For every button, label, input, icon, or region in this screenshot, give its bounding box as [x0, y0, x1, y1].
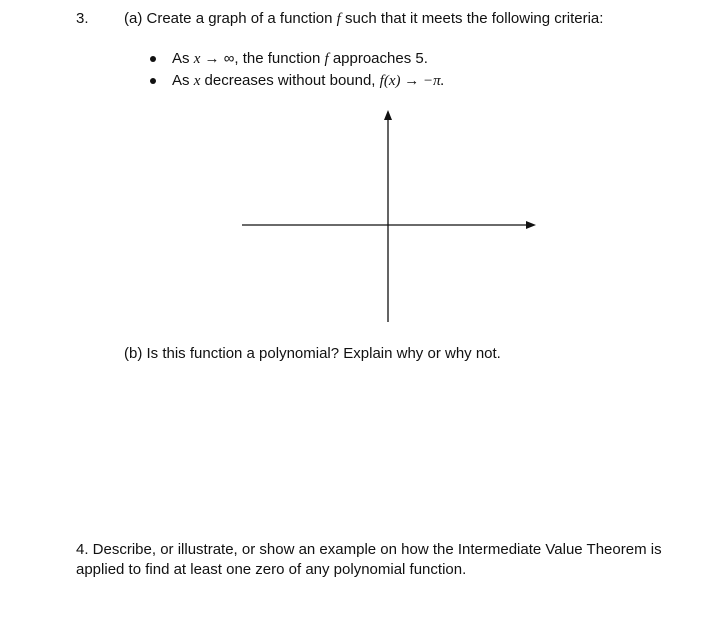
blank-coordinate-axes: [240, 108, 540, 324]
bullet-icon: [150, 56, 156, 62]
prompt-text: (a) Create a graph of a function: [124, 10, 333, 27]
bullet-icon: [150, 78, 156, 84]
question-3b-prompt: (b) Is this function a polynomial? Explain why or why not.: [124, 345, 501, 362]
criteria-item-2: As x decreases without bound, f(x) → −π.: [150, 70, 444, 92]
x-axis-arrow-icon: [526, 221, 536, 229]
question-3-number: 3.: [76, 10, 89, 27]
function-symbol: f: [336, 11, 341, 27]
criteria-list: [150, 48, 444, 92]
criteria-item-1: As x → ∞, the function f approaches 5.: [150, 48, 444, 70]
y-axis-arrow-icon: [384, 110, 392, 120]
question-4-prompt: 4. Describe, or illustrate, or show an example on how the Intermediate Value Theorem is applied to find at least one zero of any polynomial function.: [76, 541, 662, 578]
question-3a-prompt: [124, 10, 603, 28]
prompt-text-suffix: such that it meets the following criteria:: [344, 10, 604, 27]
